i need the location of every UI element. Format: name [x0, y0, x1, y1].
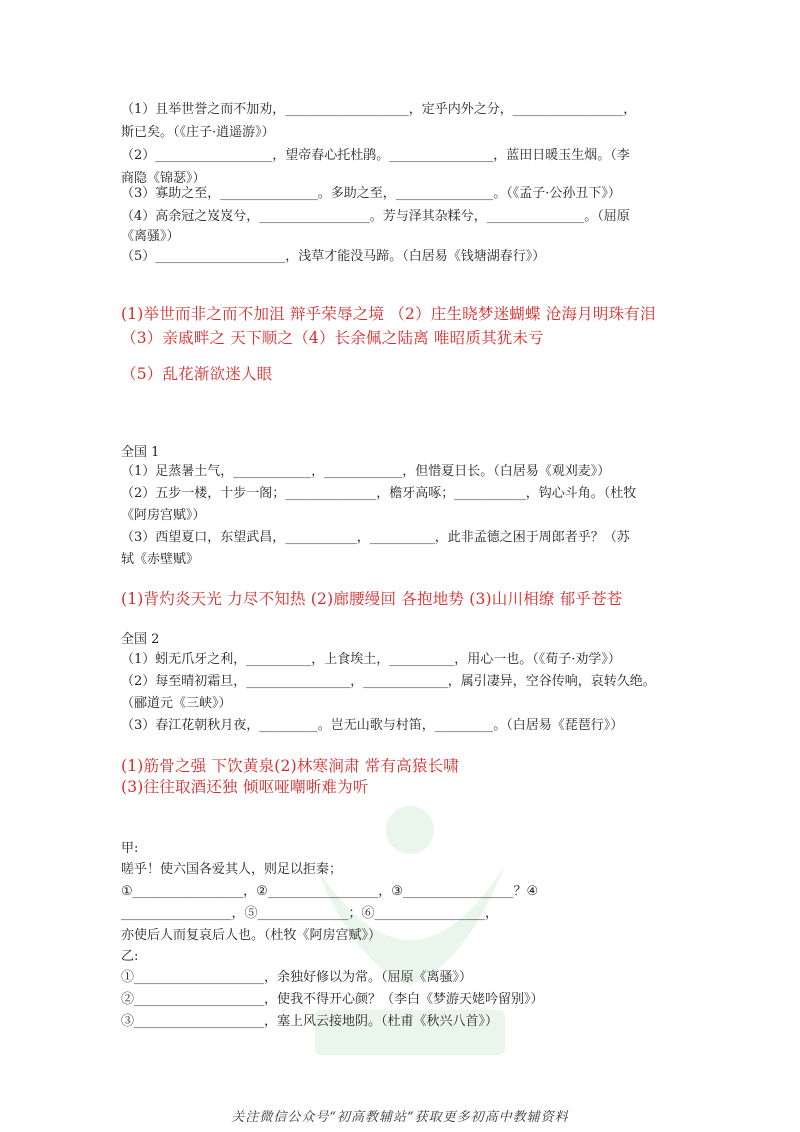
question-line: ①____________________，余独好修以为常。（屈原《离骚》） [121, 970, 473, 985]
question-line: 嗟乎！使六国各爱其人，则足以拒秦； [121, 862, 343, 877]
question-line: ②____________________，使我不得开心颜？（李白《梦游天姥吟留别》） [121, 992, 544, 1007]
question-line: _________________，⑤______________；⑥_________________， [121, 906, 499, 921]
question-line: （2）每至晴初霜旦，________________，_____________，属引凄异，空谷传响，哀转久绝。 [121, 674, 656, 689]
question-line: ①_________________，②_________________，③_________________？④ [121, 884, 539, 899]
question-line: （1）且举世誉之而不加劝，___________________，定乎内外之分，_________________， [121, 102, 637, 117]
question-line: 轼《赤壁赋》 [121, 552, 200, 567]
page-footer: 关注微信公众号“初高教辅站”获取更多初高中教辅资料 [231, 1110, 569, 1125]
answer-line: (3)往往取酒还独 倾呕哑嘲哳难为听 [121, 778, 369, 796]
question-line: 商隐《锦瑟》） [121, 171, 206, 186]
question-line: （2）五步一楼，十步一阁；______________，檐牙高啄；___________，钩心斗角。（杜牧 [121, 486, 637, 501]
section-title: 全国 2 [121, 632, 160, 647]
question-line: （1）足蒸暑土气，____________，____________，但惜夏日长。（白居易《观刈麦》） [121, 464, 611, 479]
answer-line: (1)背灼炎天光 力尽不知热 (2)廊腰缦回 各抱地势 (3)山川相缭 郁乎苍苍 [121, 590, 623, 608]
question-line: 《阿房宫赋》） [121, 508, 206, 523]
question-line: （3）寡助之至，_______________。多助之至，_______________。（《孟子·公孙丑下》） [121, 186, 621, 201]
question-line: 甲: [121, 841, 139, 856]
question-line: 乙: [121, 949, 139, 964]
answer-line: (1)举世而非之而不加沮 辩乎荣辱之境 （2）庄生晓梦迷蝴蝶 沧海月明珠有泪 [121, 305, 656, 323]
section-title: 全国 1 [121, 445, 160, 460]
question-line: （郦道元《三峡》） [121, 696, 232, 711]
answer-line: (1)筋骨之强 下饮黄泉(2)林寒涧肃 常有高猿长啸 [121, 757, 459, 775]
answer-line: （3）亲戚畔之 天下顺之（4）长余佩之陆离 唯昭质其犹未亏 [121, 329, 544, 347]
question-line: 亦使后人而复哀后人也。（杜牧《阿房宫赋》） [121, 928, 382, 943]
question-line: （3）西望夏口，东望武昌，___________，__________，此非孟德之困于周郎者乎？（苏 [121, 530, 630, 545]
question-line: （4）高余冠之岌岌兮，_________________。芳与泽其杂糅兮，_______________。（屈原 [121, 209, 630, 224]
question-line: 斯已矣。（《庄子·逍遥游》） [121, 125, 275, 140]
question-line: ③____________________，塞上风云接地阴。（杜甫《秋兴八首》） [121, 1014, 499, 1029]
question-line: （5）____________________，浅草才能没马蹄。（白居易《钱塘湖春行》） [121, 249, 546, 264]
question-line: 《离骚》） [121, 229, 180, 244]
question-line: （1）蚓无爪牙之利，__________，上食埃土，__________，用心一也。（《荀子·劝学》） [121, 652, 621, 667]
answer-line: （5）乱花渐欲迷人眼 [121, 365, 273, 383]
question-line: （3）春江花朝秋月夜，_________。岂无山歌与村笛，_________。（白居易《琵琶行》） [121, 718, 624, 733]
question-line: （2）__________________，望帝春心托杜鹃。________________，蓝田日暖玉生烟。（李 [121, 148, 630, 163]
